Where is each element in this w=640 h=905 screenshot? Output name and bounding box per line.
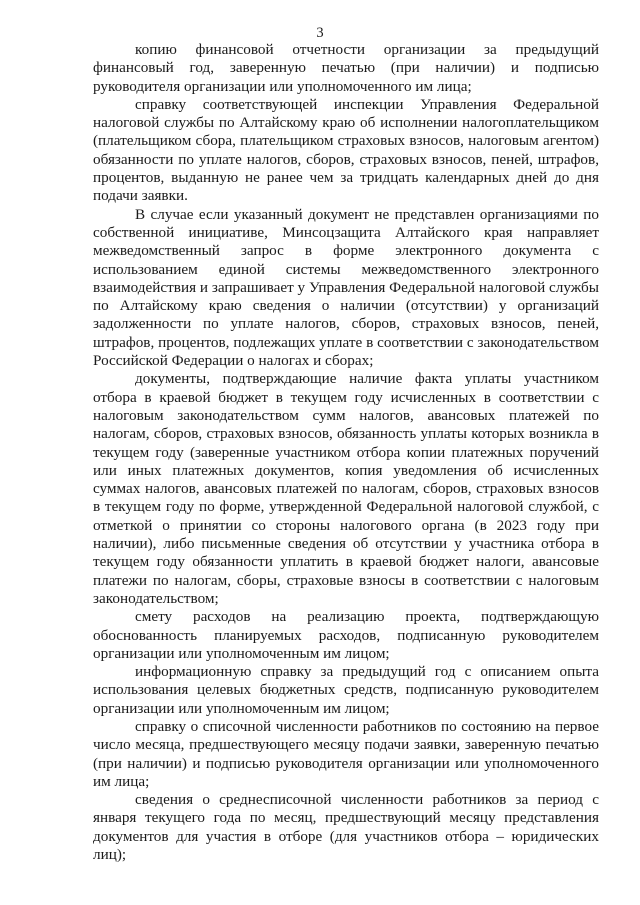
paragraph-average-headcount: сведения о среднесписочной численности работников за период с января текущего года по месяц, предшествующий месяцу представления документов для участия в отборе (для участников отбора – юридических лиц);: [93, 791, 599, 864]
paragraph-info-reference: информационную справку за предыдущий год с описанием опыта использования целевых бюджетных средств, подписанную руководителем организации или уполномоченным им лицом;: [93, 663, 599, 717]
page-number: 3: [316, 25, 324, 41]
paragraph-interagency-request: В случае если указанный документ не представлен организациями по собственной инициативе, Минсоцзащита Алтайского края направляет межведомственный запрос в форме электронного документа с использованием единой системы межведомственного электронного взаимодействия и запрашивает у Управления Федеральной налоговой службы по Алтайскому краю сведения о наличии (отсутствии) у организаций задолженности по уплате налогов, сборов, страховых взносов, пеней, штрафов, процентов, подлежащих уплате в соответствии с законодательством Российской Федерации о налогах и сборах;: [93, 205, 599, 370]
paragraph-tax-payment-documents: документы, подтверждающие наличие факта уплаты участником отбора в краевой бюджет в текущем году исчисленных в соответствии с налоговым законодательством сумм налогов, авансовых платежей по налогам, сборов, страховых взносов, обязанность уплаты которых возникла в текущем году (заверенные участником отбора копии платежных поручений или иных платежных документов, копия уведомления об исчисленных суммах налогов, авансовых платежей по налогам, сборов, страховых взносов в текущем году по форме, утвержденной Федеральной налоговой службой, с отметкой о принятии со стороны налогового органа (в 2023 году при наличии), либо письменные сведения об отсутствии у участника отбора в текущем году обязанности уплатить в краевой бюджет налоги, авансовые платежи по налогам, сборы, страховые взносы в соответствии с налоговым законодательством;: [93, 370, 599, 607]
paragraph-headcount-certificate: справку о списочной численности работников по состоянию на первое число месяца, предшествующего месяцу подачи заявки, заверенную печатью (при наличии) и подписью руководителя организации или уполномоченного им лица;: [93, 717, 599, 790]
paragraph-tax-certificate: справку соответствующей инспекции Управления Федеральной налоговой службы по Алтайскому краю об исполнении налогоплательщиком (плательщиком сбора, плательщиком страховых взносов, налоговым агентом) обязанности по уплате налогов, сборов, страховых взносов, пеней, штрафов, процентов, выданную не ранее чем за тридцать календарных дней до дня подачи заявки.: [93, 95, 599, 205]
paragraph-financial-report-copy: копию финансовой отчетности организации за предыдущий финансовый год, заверенную печатью (при наличии) и подписью руководителя организации или уполномоченного им лица;: [93, 41, 599, 95]
paragraph-project-budget: смету расходов на реализацию проекта, подтверждающую обоснованность планируемых расходов, подписанную руководителем организации или уполномоченным им лицом;: [93, 608, 599, 662]
document-body: [93, 41, 599, 864]
